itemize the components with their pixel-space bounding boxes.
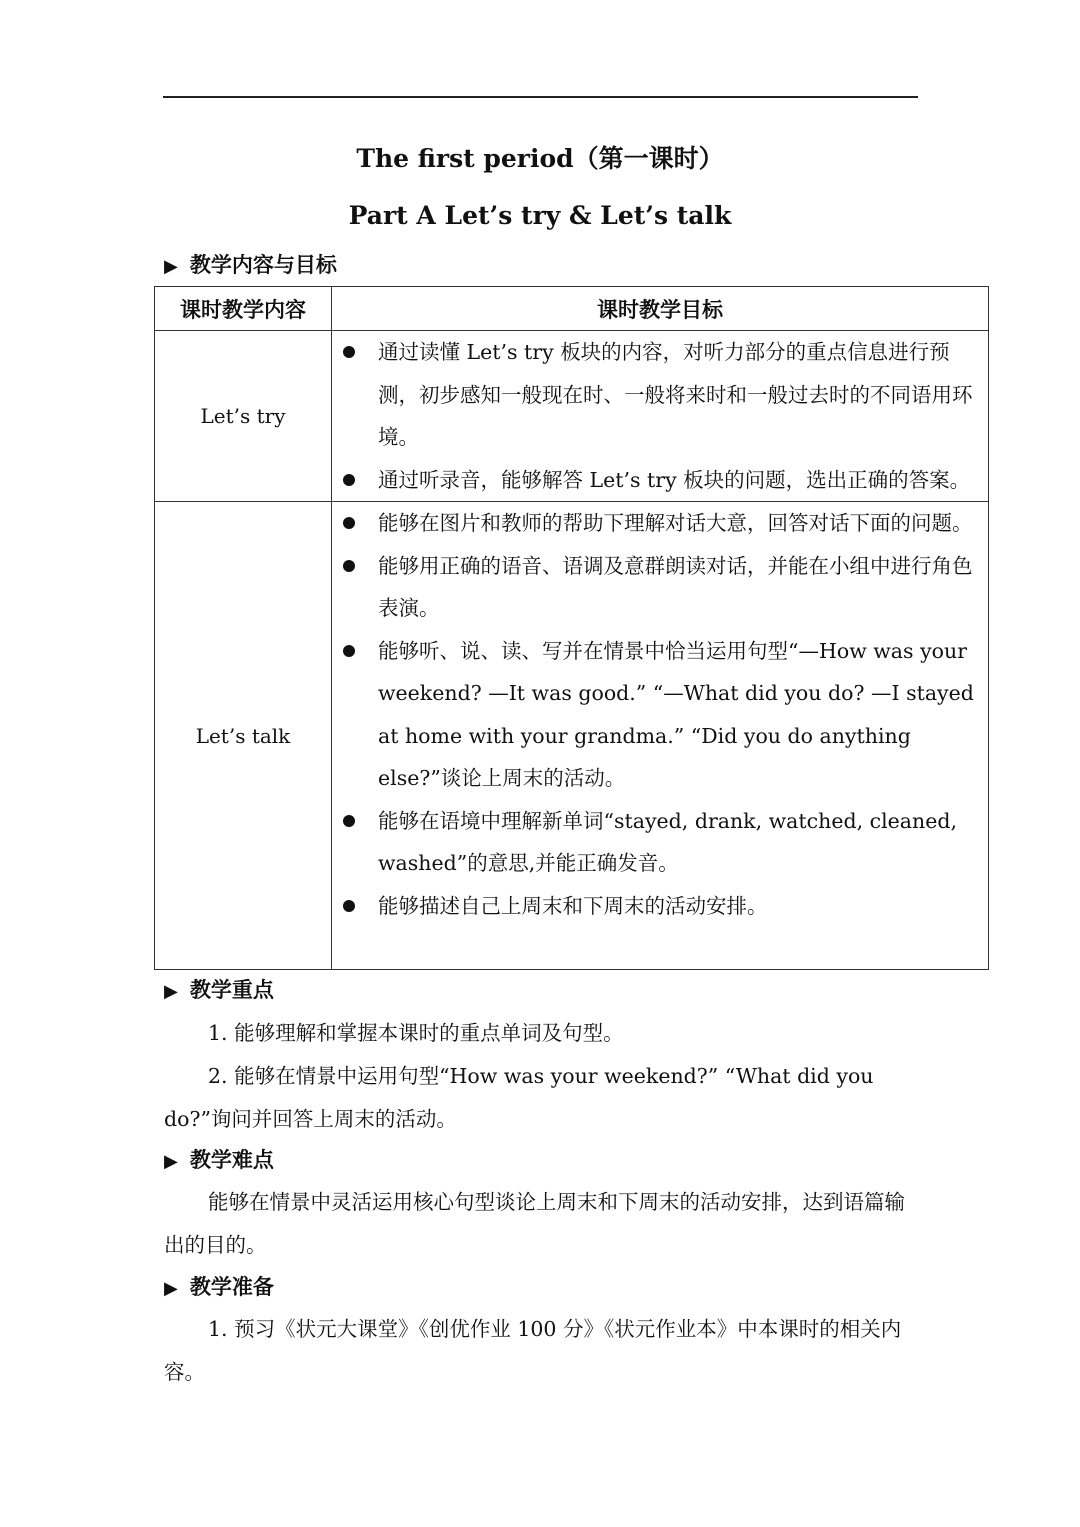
section-difficulties bbox=[164, 1146, 274, 1176]
table-row bbox=[155, 502, 989, 970]
lesson-subtitle: Part A Let’s try & Let’s talk bbox=[348, 201, 732, 230]
goal-text: 能够在图片和教师的帮助下理解对话大意，回答对话下面的问题。 bbox=[378, 511, 973, 535]
goal-list bbox=[332, 502, 988, 927]
goal-text: 能够用正确的语音、语调及意群朗读对话，并能在小组中进行角色表演。 bbox=[378, 553, 973, 620]
bullet-icon bbox=[343, 645, 355, 657]
goal-text: 能够描述自己上周末和下周末的活动安排。 bbox=[378, 893, 768, 918]
goal-text: 能够听、说、读、写并在情景中恰当运用句型“—How was your weekend? —It was good.” “—What did you do? —I stayed at home with your grandma.” “Did you do anything else?”谈论上周末的活动。 bbox=[378, 638, 974, 790]
triangle-bullet-icon: ▶ bbox=[164, 1151, 178, 1172]
section-title: 教学内容与目标 bbox=[189, 252, 337, 277]
section-key-points bbox=[164, 976, 274, 1006]
section-title: 教学准备 bbox=[189, 1274, 274, 1299]
list-item bbox=[332, 502, 984, 545]
list-item bbox=[332, 885, 984, 928]
goals-table-wrap bbox=[154, 286, 988, 970]
row-label: Let’s try bbox=[155, 331, 332, 502]
preparation-item-1: 1. 预习《状元大课堂》《创优作业 100 分》《状元作业本》中本课时的相关内容。 bbox=[164, 1317, 902, 1384]
row-goals bbox=[332, 331, 989, 502]
bullet-icon bbox=[343, 815, 355, 827]
bullet-icon bbox=[343, 517, 355, 529]
list-item bbox=[332, 545, 984, 630]
key-point-2: 2. 能够在情景中运用句型“How was your weekend?” “What did you do?”询问并回答上周末的活动。 bbox=[164, 1064, 874, 1131]
goals-table bbox=[154, 286, 989, 970]
triangle-bullet-icon: ▶ bbox=[164, 981, 178, 1002]
list-item bbox=[332, 800, 984, 885]
goal-text: 通过读懂 Let’s try 板块的内容，对听力部分的重点信息进行预测，初步感知一般现在时、一般将来时和一般过去时的不同语用环境。 bbox=[378, 340, 973, 449]
header-rule bbox=[163, 96, 918, 98]
list-item bbox=[332, 459, 984, 502]
bullet-icon bbox=[343, 346, 355, 358]
section-title: 教学难点 bbox=[189, 1147, 274, 1172]
table-header-row bbox=[155, 287, 989, 331]
bullet-icon bbox=[343, 900, 355, 912]
row-goals bbox=[332, 502, 989, 970]
row-label: Let’s talk bbox=[155, 502, 332, 970]
bullet-icon bbox=[343, 474, 355, 486]
bullet-icon bbox=[343, 560, 355, 572]
table-row bbox=[155, 331, 989, 502]
period-title: The first period（第一课时） bbox=[356, 144, 724, 173]
goal-text: 通过听录音，能够解答 Let’s try 板块的问题，选出正确的答案。 bbox=[378, 467, 971, 492]
goal-text: 能够在语境中理解新单词“stayed, drank, watched, cleaned, washed”的意思,并能正确发音。 bbox=[378, 808, 957, 875]
section-content-goals bbox=[164, 251, 337, 281]
column-header-content: 课时教学内容 bbox=[155, 287, 332, 331]
list-item bbox=[332, 630, 984, 800]
section-title: 教学重点 bbox=[189, 977, 274, 1002]
triangle-bullet-icon: ▶ bbox=[164, 256, 178, 277]
key-point-1: 1. 能够理解和掌握本课时的重点单词及句型。 bbox=[208, 1021, 624, 1045]
triangle-bullet-icon: ▶ bbox=[164, 1278, 178, 1299]
difficulties-text: 能够在情景中灵活运用核心句型谈论上周末和下周末的活动安排，达到语篇输出的目的。 bbox=[164, 1190, 905, 1257]
goal-list bbox=[332, 331, 988, 501]
list-item bbox=[332, 331, 984, 459]
section-preparation bbox=[164, 1273, 274, 1303]
column-header-goals: 课时教学目标 bbox=[332, 287, 989, 331]
